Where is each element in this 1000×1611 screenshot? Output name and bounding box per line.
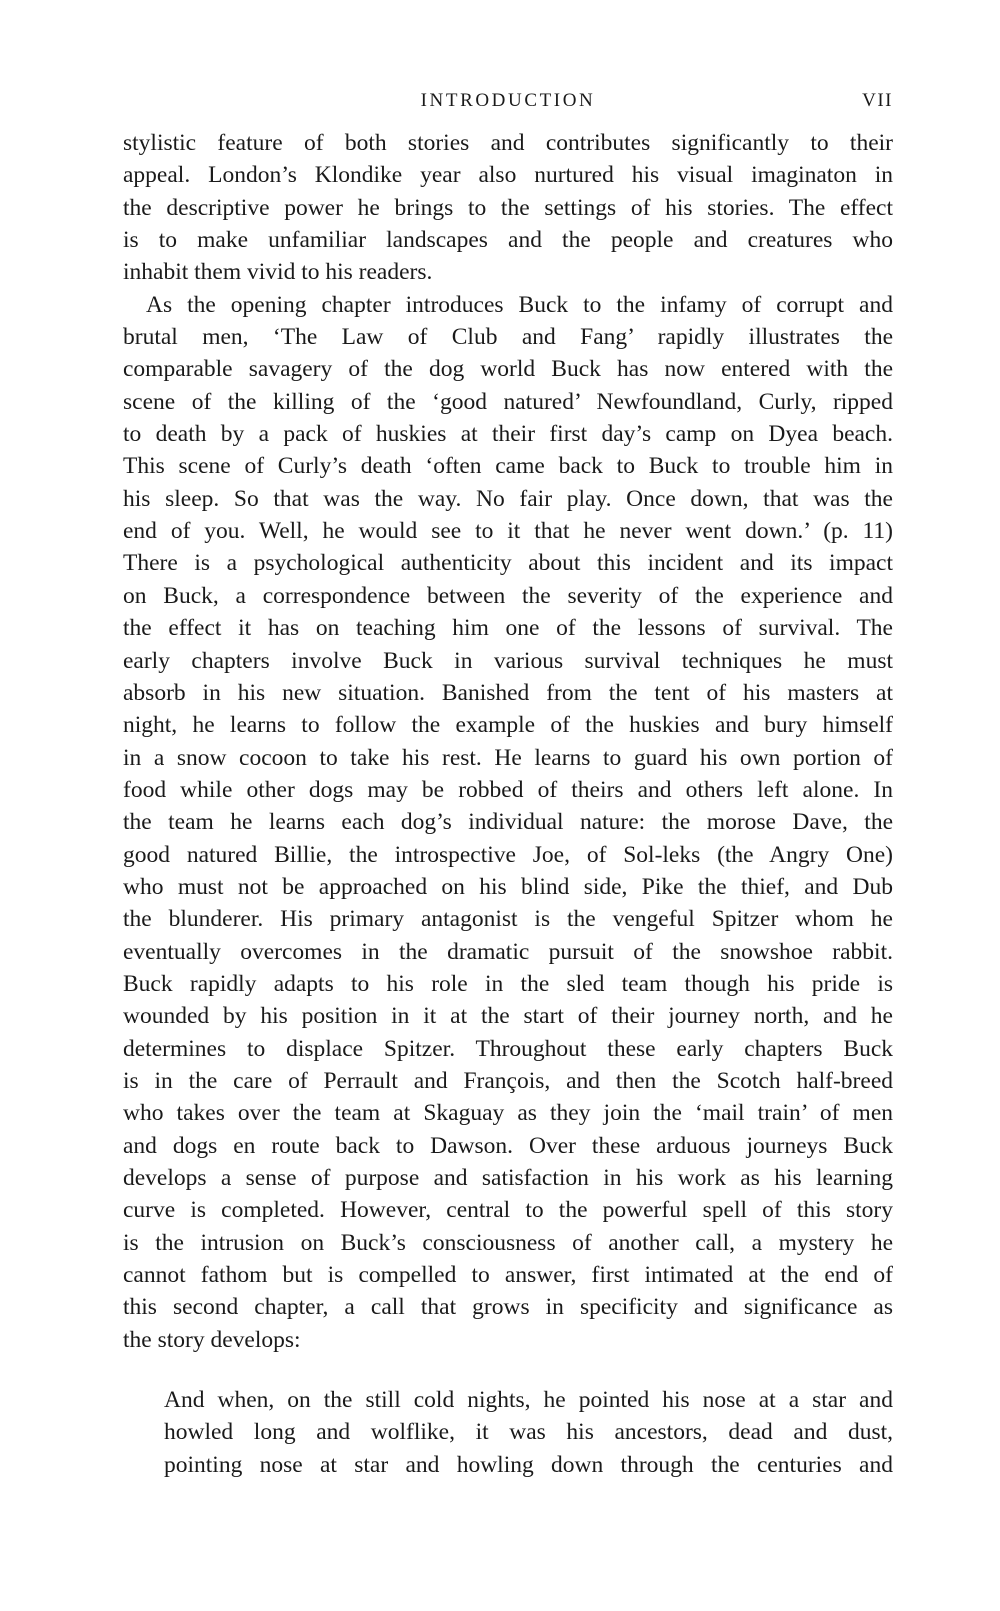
quote-line: And when, on the still cold nights, he pointed his nose at a star and <box>164 1387 893 1413</box>
body-line: food while other dogs may be robbed of theirs and others left alone. In <box>123 776 893 803</box>
body-line: appeal. London’s Klondike year also nurtured his visual imaginaton in <box>123 162 893 189</box>
body-line: end of you. Well, he would see to it that he never went down.’ (p. 11) <box>123 518 893 545</box>
body-line: curve is completed. However, central to the powerful spell of this story <box>123 1197 893 1224</box>
body-line: good natured Billie, the introspective Joe, of Sol-leks (the Angry One) <box>123 841 893 868</box>
body-line: the effect it has on teaching him one of the lessons of survival. The <box>123 615 893 642</box>
paragraph-start-line: As the opening chapter introduces Buck to the infamy of corrupt and <box>146 291 893 318</box>
body-line: the story develops: <box>123 1326 301 1353</box>
body-line: comparable savagery of the dog world Buck has now entered with the <box>123 356 893 383</box>
body-line: absorb in his new situation. Banished from the tent of his masters at <box>123 679 893 706</box>
body-line: eventually overcomes in the dramatic pursuit of the snowshoe rabbit. <box>123 938 893 965</box>
page-number: VII <box>862 90 893 111</box>
body-line: brutal men, ‘The Law of Club and Fang’ rapidly illustrates the <box>123 324 893 351</box>
running-title: INTRODUCTION <box>420 90 596 111</box>
body-line: to death by a pack of huskies at their first day’s camp on Dyea beach. <box>123 421 893 448</box>
quote-line: howled long and wolflike, it was his ancestors, dead and dust, <box>164 1419 893 1446</box>
body-line: This scene of Curly’s death ‘often came back to Buck to trouble him in <box>123 453 893 480</box>
body-line: develops a sense of purpose and satisfaction in his work as his learning <box>123 1165 893 1191</box>
body-line: determines to displace Spitzer. Throughout these early chapters Buck <box>123 1035 893 1062</box>
body-line: There is a psychological authenticity about this incident and its impact <box>123 550 893 577</box>
running-head <box>123 86 893 116</box>
body-line: cannot fathom but is compelled to answer, first intimated at the end of <box>123 1262 893 1289</box>
body-line: in a snow cocoon to take his rest. He learns to guard his own portion of <box>123 744 893 771</box>
body-line: is to make unfamiliar landscapes and the people and creatures who <box>123 227 893 254</box>
body-line: wounded by his position in it at the start of their journey north, and he <box>123 1003 893 1030</box>
body-line: the descriptive power he brings to the settings of his stories. The effect <box>123 194 893 221</box>
body-line: his sleep. So that was the way. No fair play. Once down, that was the <box>123 485 893 512</box>
body-line: is in the care of Perrault and François, and then the Scotch half-breed <box>123 1067 893 1094</box>
body-line: on Buck, a correspondence between the severity of the experience and <box>123 582 893 609</box>
body-line: and dogs en route back to Dawson. Over these arduous journeys Buck <box>123 1132 893 1159</box>
body-line: who takes over the team at Skaguay as they join the ‘mail train’ of men <box>123 1100 893 1127</box>
body-line: inhabit them vivid to his readers. <box>123 259 433 286</box>
body-line: Buck rapidly adapts to his role in the sled team though his pride is <box>123 970 893 997</box>
body-line: who must not be approached on his blind side, Pike the thief, and Dub <box>123 873 893 900</box>
quote-line: pointing nose at star and howling down through the centuries and <box>164 1451 893 1478</box>
body-line: the team he learns each dog’s individual nature: the morose Dave, the <box>123 809 893 836</box>
body-line: stylistic feature of both stories and contributes significantly to their <box>123 130 893 156</box>
body-text <box>123 127 893 1356</box>
body-line: this second chapter, a call that grows in specificity and significance as <box>123 1294 893 1321</box>
body-line: early chapters involve Buck in various survival techniques he must <box>123 647 893 674</box>
body-line: the blunderer. His primary antagonist is the vengeful Spitzer whom he <box>123 906 893 933</box>
body-line: is the intrusion on Buck’s consciousness of another call, a mystery he <box>123 1229 893 1256</box>
body-line: night, he learns to follow the example of the huskies and bury himself <box>123 712 893 739</box>
block-quote <box>164 1384 893 1481</box>
body-line: scene of the killing of the ‘good natured’ Newfoundland, Curly, ripped <box>123 388 893 415</box>
